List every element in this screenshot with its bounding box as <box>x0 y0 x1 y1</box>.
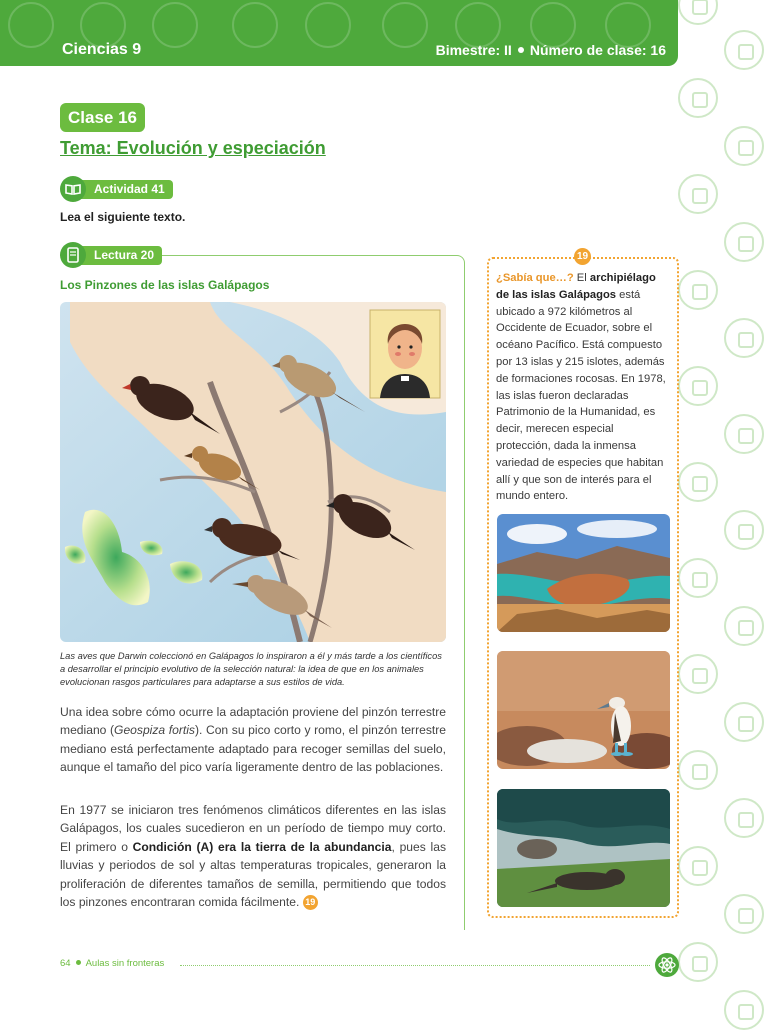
reading-label: Lectura 20 <box>80 246 162 265</box>
paragraph-text: ). Con su pico corto y romo, el pinzón terrestre mediano está perfectamente adaptado para recoger semillas del suelo, aunque el tamaño del pico varía ligeramente dentro de las poblaciones. <box>60 723 446 775</box>
class-info <box>436 42 666 58</box>
science-pattern-icon <box>152 2 198 48</box>
microscope-icon <box>678 78 718 118</box>
science-pattern-icon <box>305 2 351 48</box>
series-name: Aulas sin fronteras <box>85 958 165 969</box>
reading-title: Los Pinzones de las islas Galápagos <box>60 278 270 292</box>
sidebar-highlight: archipiélago de las islas Galápagos <box>496 272 656 301</box>
finches-illustration <box>60 302 446 642</box>
decorative-icon-column <box>678 0 768 1024</box>
class-number-label: Número de clase: 16 <box>529 42 666 58</box>
page-number: 64 <box>60 958 71 969</box>
atom-icon <box>678 654 718 694</box>
body-paragraph-2 <box>60 801 446 911</box>
highlighted-condition: Condición (A) era la tierra de la abundancia <box>132 839 392 854</box>
bimestre-label: Bimestre: II <box>435 42 512 58</box>
marine-iguana-photo <box>497 789 670 907</box>
science-pattern-icon <box>232 2 278 48</box>
atom-icon <box>655 953 679 977</box>
activity-label: Actividad 41 <box>80 180 173 199</box>
science-pattern-icon <box>8 2 54 48</box>
microscope-icon <box>724 606 764 646</box>
telescope-icon <box>724 894 764 934</box>
paragraph-text: , pues las lluvias y periodos de sol y altas temperaturas tropicales, generaron la proliferación de diferentes tamaños de semilla, permitiendo que todos los pinzones encontraran comida fácilmente. <box>60 839 446 909</box>
boot-icon <box>724 990 764 1030</box>
flask-icon <box>724 414 764 454</box>
atom-icon <box>678 0 718 25</box>
book-icon <box>60 176 86 202</box>
separator-dot <box>76 960 81 965</box>
did-you-know-question: ¿Sabía que…? <box>496 272 574 284</box>
microscope-icon <box>678 750 718 790</box>
footer-divider <box>180 965 650 966</box>
gear-icon <box>678 558 718 598</box>
flask-icon <box>724 126 764 166</box>
blue-footed-booby-photo <box>497 651 670 769</box>
sidebar-text: está ubicado a 972 kilómetros al Occidente de Ecuador, sobre el océano Pacífico. Está compuesto por 13 islas y 215 islotes, además de formaciones rocosas. En 1978, las islas fueron declaradas Patrimonio de la Humanidad, es decir, merecen especial protección, dada la inmensa variedad de especies que habitan allí y que son de interés para el mundo entero. <box>496 288 666 503</box>
test-tube-icon <box>678 846 718 886</box>
note-reference-badge[interactable]: 19 <box>303 895 318 910</box>
flask-icon <box>724 798 764 838</box>
test-tube-icon <box>678 174 718 214</box>
page-footer <box>60 958 164 969</box>
test-tube-icon <box>678 462 718 502</box>
note-number-badge: 19 <box>574 248 591 265</box>
species-name: Geospiza fortis <box>114 723 195 738</box>
topic-title: Tema: Evolución y especiación <box>60 138 326 158</box>
flask-icon <box>724 30 764 70</box>
tablet-reading-icon <box>60 242 86 268</box>
paragraph-text: En 1977 se iniciaron tres fenómenos climáticos diferentes en las islas Galápagos, los cuales sucedieron en un período de tiempo muy corto. El primero o <box>60 803 446 854</box>
body-paragraph-1 <box>60 703 446 777</box>
molecule-icon <box>678 942 718 982</box>
paragraph-text: Una idea sobre cómo ocurre la adaptación proviene del pinzón terrestre mediano ( <box>60 705 446 738</box>
header-band <box>0 0 678 66</box>
galapagos-landscape-photo <box>497 514 670 632</box>
separator-dot <box>518 47 524 53</box>
telescope-icon <box>724 222 764 262</box>
flask-icon <box>724 702 764 742</box>
flask-icon <box>724 510 764 550</box>
boot-icon <box>724 318 764 358</box>
subject-title: Ciencias 9 <box>62 41 142 58</box>
frog-icon <box>678 366 718 406</box>
sidebar-text: El <box>573 272 590 284</box>
figure-caption: Las aves que Darwin coleccionó en Galápagos lo inspiraron a él y más tarde a los científicos a desarrollar el principio evolutivo de la selección natural: la idea de que en los animales evolucionan rasgos particulares para adaptarse a sus estilos de vida. <box>60 651 442 688</box>
science-pattern-icon <box>382 2 428 48</box>
molecule-icon <box>678 270 718 310</box>
did-you-know-text <box>496 270 668 505</box>
activity-instruction: Lea el siguiente texto. <box>60 210 186 224</box>
class-badge: Clase 16 <box>60 103 145 132</box>
